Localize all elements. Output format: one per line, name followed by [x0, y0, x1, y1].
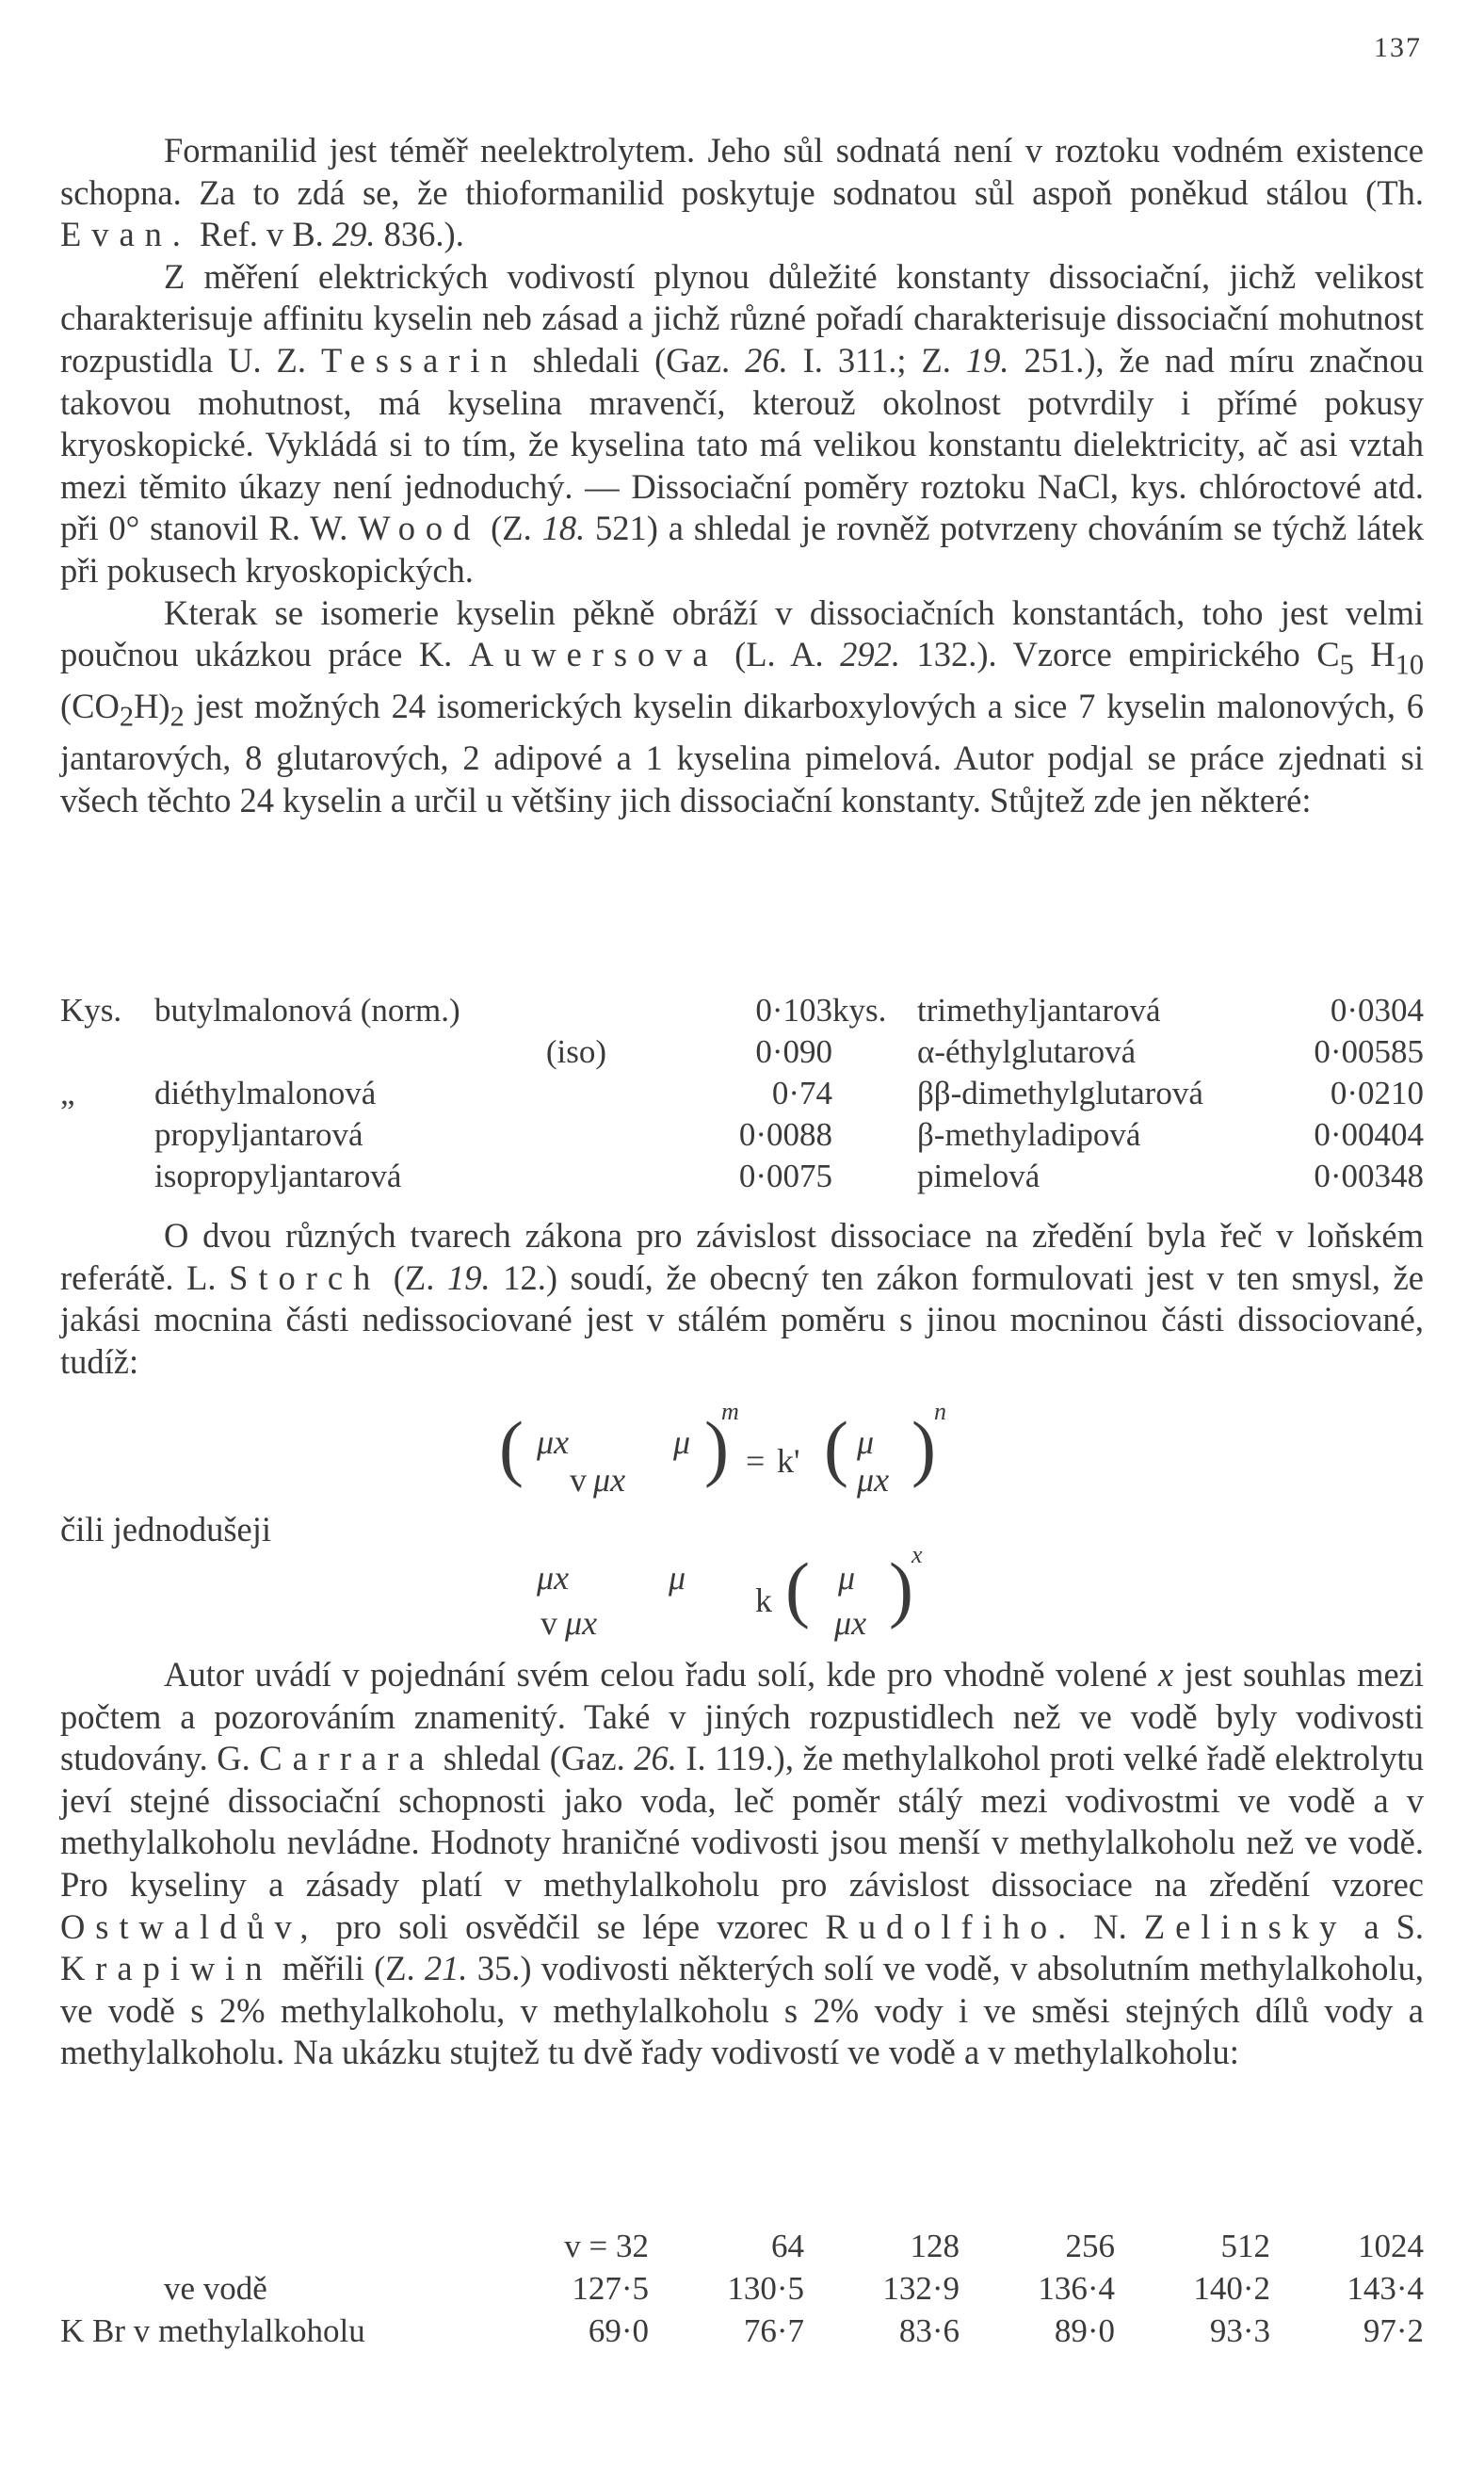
acid-table-row [60, 1075, 1424, 1116]
page-number: 137 [1374, 32, 1422, 63]
acid-table-cell [60, 1033, 154, 1075]
row-label: K Br v methylalkoholu [60, 2311, 365, 2349]
acid-table-cell: 0·0304 [1330, 992, 1424, 1029]
acid-table-cell [832, 1116, 917, 1158]
acid-table-cell: butylmalonová (norm.) [154, 992, 460, 1029]
conductivity-row [60, 2310, 1424, 2352]
acid-table-cell: diéthylmalonová [154, 1075, 377, 1111]
acid-table-row [60, 992, 1424, 1033]
acid-table-cell: trimethyljantarová [917, 992, 1161, 1029]
dilution-header: 64 [771, 2227, 804, 2264]
paragraph-isomerism: Kterak se isomerie kyselin pěkně obráží v dissociačních konstantách, toho jest velmi poučnou ukázkou práce K. Auwersova (L. A. 292. 132.). Vzorce empirického $C_5$ $H_{10}$ $(CO_2H)_2$ jest možných 24 isomerických kyselin dikarboxylových a sice 7 kyselin malonových, 6 jantarových, 8 glutarových, 2 adipové a 1 kyselina pimelová. Autor podjal se práce zjednati si všech těchto 24 kyselin a určil u většiny jich dissociační konstanty. Stůjtež zde jen některé: [60, 592, 1425, 819]
paragraph-methylalcohol: Autor uvádí v pojednání svém celou řadu solí, kde pro vhodně volené x jest souhlas mezi počtem a pozorováním znamenitý. Také v jiných rozpustidlech než ve vodě byly vodivosti studovány. G. Carrara shledal (Gaz. 26. I. 119.), že methylalkohol proti velké řadě elektrolytu jeví stejné dissociační schopnosti jako voda, leč poměr stálý mezi vodivostmi ve vodě a v methylalkoholu nevládne. Hodnoty hraničné vodivosti jsou menší v methylalkoholu než ve vodě. Pro kyseliny a zásady platí v methylalkoholu pro závislost dissociace na zředění vzorec Ostwaldův, pro soli osvědčil se lépe vzorec Rudolfiho. N. Zelinsky a S. Krapiwin měřili (Z. 21. 35.) vodivosti některých solí ve vodě, v absolutním methylalkoholu, ve vodě s 2% methylalkoholu, v methylalkoholu s 2% vody i ve směsi stejných dílů vody a methylalkoholu. Na ukázku stujtež tu dvě řady vodivostí ve vodě a v methylalkoholu: [60, 1655, 1425, 2072]
conductivity-value: 76·7 [743, 2311, 804, 2349]
dilution-header: 128 [910, 2227, 960, 2264]
acid-table-cell: 0·103 [755, 992, 832, 1029]
acid-table-cell [60, 1116, 154, 1158]
formula-power-law: ( μx μ v μx ) m = k' ( μ μx ) n [499, 1398, 946, 1499]
conductivity-value: 132·9 [882, 2269, 960, 2307]
paragraph-dissociation-constants: Z měření elektrických vodivostí plynou důležité konstanty dissociační, jichž velikost charakterisuje affinitu kyselin neb zásad a jichž různé pořadí charakterisuje dissociační mohutnost rozpustidla U. Z. Tessarin shledali (Gaz. 26. I. 311.; Z. 19. 251.), že nad míru značnou takovou mohutnost, má kyselina mravenčí, kterouž okolnost potvrdily i přímé pokusy kryoskopické. Vykládá si to tím, že kyselina tato má velikou konstantu dielektricity, ač asi vztah mezi těmito úkazy není jednoduchý. — Dissociační poměry roztoku NaCl, kys. chlóroctové atd. při 0° stanovil R. W. Wood (Z. 18. 521) a shledal je rovněž potvrzeny chováním se týchž látek při pokusech kryoskopických. [60, 256, 1425, 590]
acid-table-cell: pimelová [917, 1158, 1040, 1194]
acid-table-cell: 0·00585 [1314, 1033, 1424, 1070]
header-blank [60, 2225, 493, 2267]
acid-table-cell: β-methyladipová [917, 1116, 1141, 1153]
acid-constants-table [60, 992, 1424, 1199]
conductivity-value: 143·4 [1347, 2269, 1424, 2307]
acid-table-cell: isopropyljantarová [154, 1158, 402, 1194]
acid-table-cell: 0·74 [771, 1075, 832, 1111]
acid-table-cell: 0·090 [755, 1033, 832, 1070]
conductivity-value: 69·0 [588, 2311, 649, 2349]
conductivity-value: 97·2 [1363, 2311, 1424, 2349]
acid-table-cell [832, 1158, 917, 1199]
paragraph-dilution-law: O dvou různých tvarech zákona pro závislost dissociace na zředění byla řeč v loňském referátě. L. Storch (Z. 19. 12.) soudí, že obecný ten zákon formulovati jest v ten smysl, že jakási mocnina části nedissociované jest v stálém poměru s jinou mocninou části dissociované, tudíž: [60, 1216, 1424, 1381]
conductivity-value: 127·5 [572, 2269, 649, 2307]
acid-table-cell: kys. [832, 992, 887, 1029]
dilution-header: 512 [1220, 2227, 1270, 2264]
dilution-header: 256 [1065, 2227, 1115, 2264]
paragraph-formanilid: Formanilid jest téměř neelektrolytem. Jeho sůl sodnatá není v roztoku vodném existence schopna. Za to zdá se, že thioformanilid poskytuje sodnatou sůl aspoň poněkud stálou (Th. Evan. Ref. v B. 29. 836.). [60, 131, 1424, 254]
conductivity-value: 130·5 [727, 2269, 804, 2307]
acid-table-cell: propyljantarová [154, 1116, 363, 1153]
acid-table-row [60, 1033, 1424, 1075]
text-cili: čili jednodušeji [60, 1510, 272, 1549]
conductivity-value: 93·3 [1209, 2311, 1270, 2349]
conductivity-value: 83·6 [898, 2311, 960, 2349]
text-block-top [60, 130, 1424, 821]
text-block-storch [60, 1215, 1424, 1383]
conductivity-value: 140·2 [1193, 2269, 1270, 2307]
acid-table-row [60, 1116, 1424, 1158]
acid-table-cell: (iso) [545, 1033, 606, 1070]
acid-table-cell [60, 1158, 154, 1199]
acid-table-cell: α-éthylglutarová [917, 1033, 1137, 1070]
acid-table-cell: 0·0210 [1330, 1075, 1424, 1111]
acid-table-cell: „ [60, 1075, 75, 1111]
acid-table-row [60, 1158, 1424, 1199]
dilution-header: 1024 [1358, 2227, 1424, 2264]
text-block-methylalcohol [60, 1654, 1424, 2074]
acid-table-cell: 0·0075 [738, 1158, 832, 1194]
acid-table-cell: 0·00348 [1314, 1158, 1424, 1194]
acid-table-cell: ββ-dimethylglutarová [917, 1075, 1203, 1111]
conductivity-header-row [60, 2225, 1424, 2267]
acid-table-cell: 0·00404 [1314, 1116, 1424, 1153]
acid-table-cell [832, 1075, 917, 1116]
acid-table-cell: Kys. [60, 992, 122, 1029]
formula-simplified: μx μ v μx k ( μ μx ) x [537, 1541, 923, 1642]
row-label: ve vodě [164, 2269, 267, 2307]
acid-table-cell: 0·0088 [738, 1116, 832, 1153]
conductivity-value: 136·4 [1038, 2269, 1115, 2307]
conductivity-row [60, 2267, 1424, 2310]
dilution-header: v = 32 [564, 2227, 649, 2264]
conductivity-value: 89·0 [1054, 2311, 1115, 2349]
conductivity-table [60, 2225, 1424, 2352]
acid-table-cell [832, 1033, 917, 1075]
